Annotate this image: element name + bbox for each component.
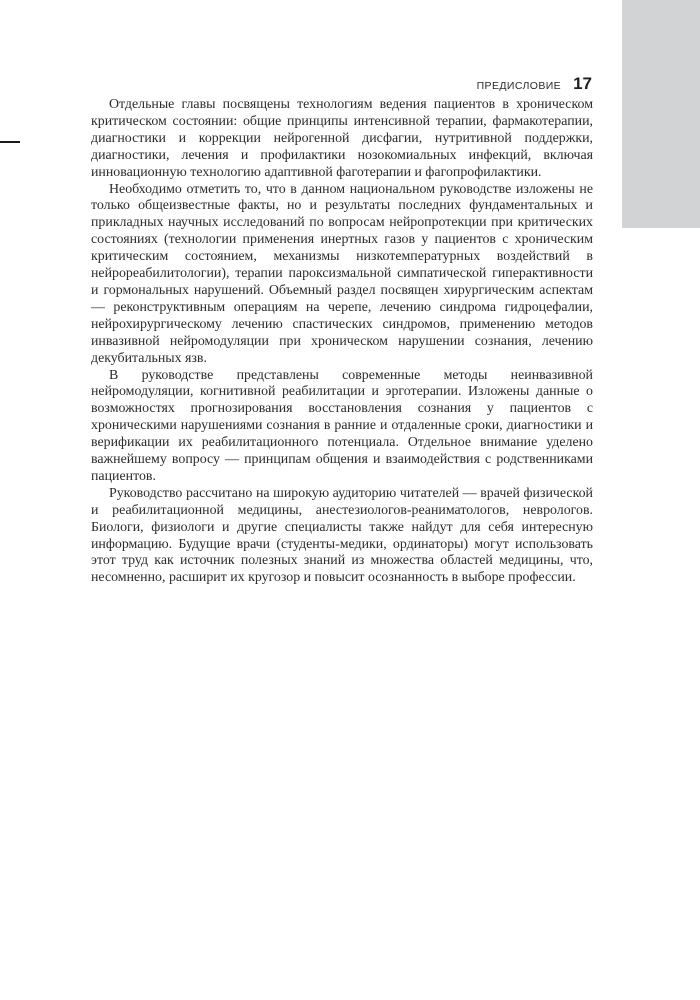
body-text [91, 97, 593, 587]
paragraph-1: Отдельные главы посвящены технологиям ведения пациентов в хроническом критическом состоянии: общие принципы интенсивной терапии, фармакотерапии, диагностики и коррекции нейрогенной дисфагии, нутритивной поддержки, диагностики, лечения и профилактики нозокомиальных инфекций, включая инновационную технологию адаптивной фаготерапии и фагопрофилактики. [91, 97, 593, 180]
paragraph-4: Руководство рассчитано на широкую аудиторию читателей — врачей физической и реабилитационной медицины, анестезиологов-реаниматологов, неврологов. Биологи, физиологи и другие специалисты также найдут для себя интересную информацию. Будущие врачи (студенты-медики, ординаторы) могут использовать этот труд как источник полезных знаний из множества областей медицины, что, несомненно, расширит их кругозор и повысит осознанность в выборе профессии. [91, 485, 593, 586]
paragraph-2: Необходимо отметить то, что в данном национальном руководстве изложены не только общеизвестные факты, но и результаты последних фундаментальных и прикладных научных исследований по вопросам нейропротекции при критических состояниях (технологии применения инертных газов у пациентов с хроническим критическим состоянием, механизмы низкотемпературных воздействий в нейрореабилитологии), терапии пароксизмальной симпатической гиперактивности и гормональных нарушений. Объемный раздел посвящен хирургическим аспектам — реконструктивным операциям на черепе, лечению синдрома гидроцефалии, нейрохирургическому лечению спастических синдромов, применению методов инвазивной нейромодуляции при хроническом нарушении сознания, лечению декубитальных язв. [91, 181, 593, 366]
running-header [470, 74, 592, 94]
chapter-side-tab [622, 0, 700, 228]
margin-mark [0, 141, 20, 143]
paragraph-3: В руководстве представлены современные методы неинвазивной нейромодуляции, когнитивной реабилитации и эрготерапии. Изложены данные о возможностях прогнозирования восстановления сознания у пациентов с хроническими нарушениями сознания в ранние и отдаленные сроки, диагностики и верификации их реабилитационного потенциала. Отдельное внимание уделено важнейшему вопросу — принципам общения и взаимодействия с родственниками пациентов. [91, 367, 593, 484]
page-number: 17 [573, 74, 592, 93]
section-title: ПРЕДИСЛОВИЕ [476, 80, 562, 92]
